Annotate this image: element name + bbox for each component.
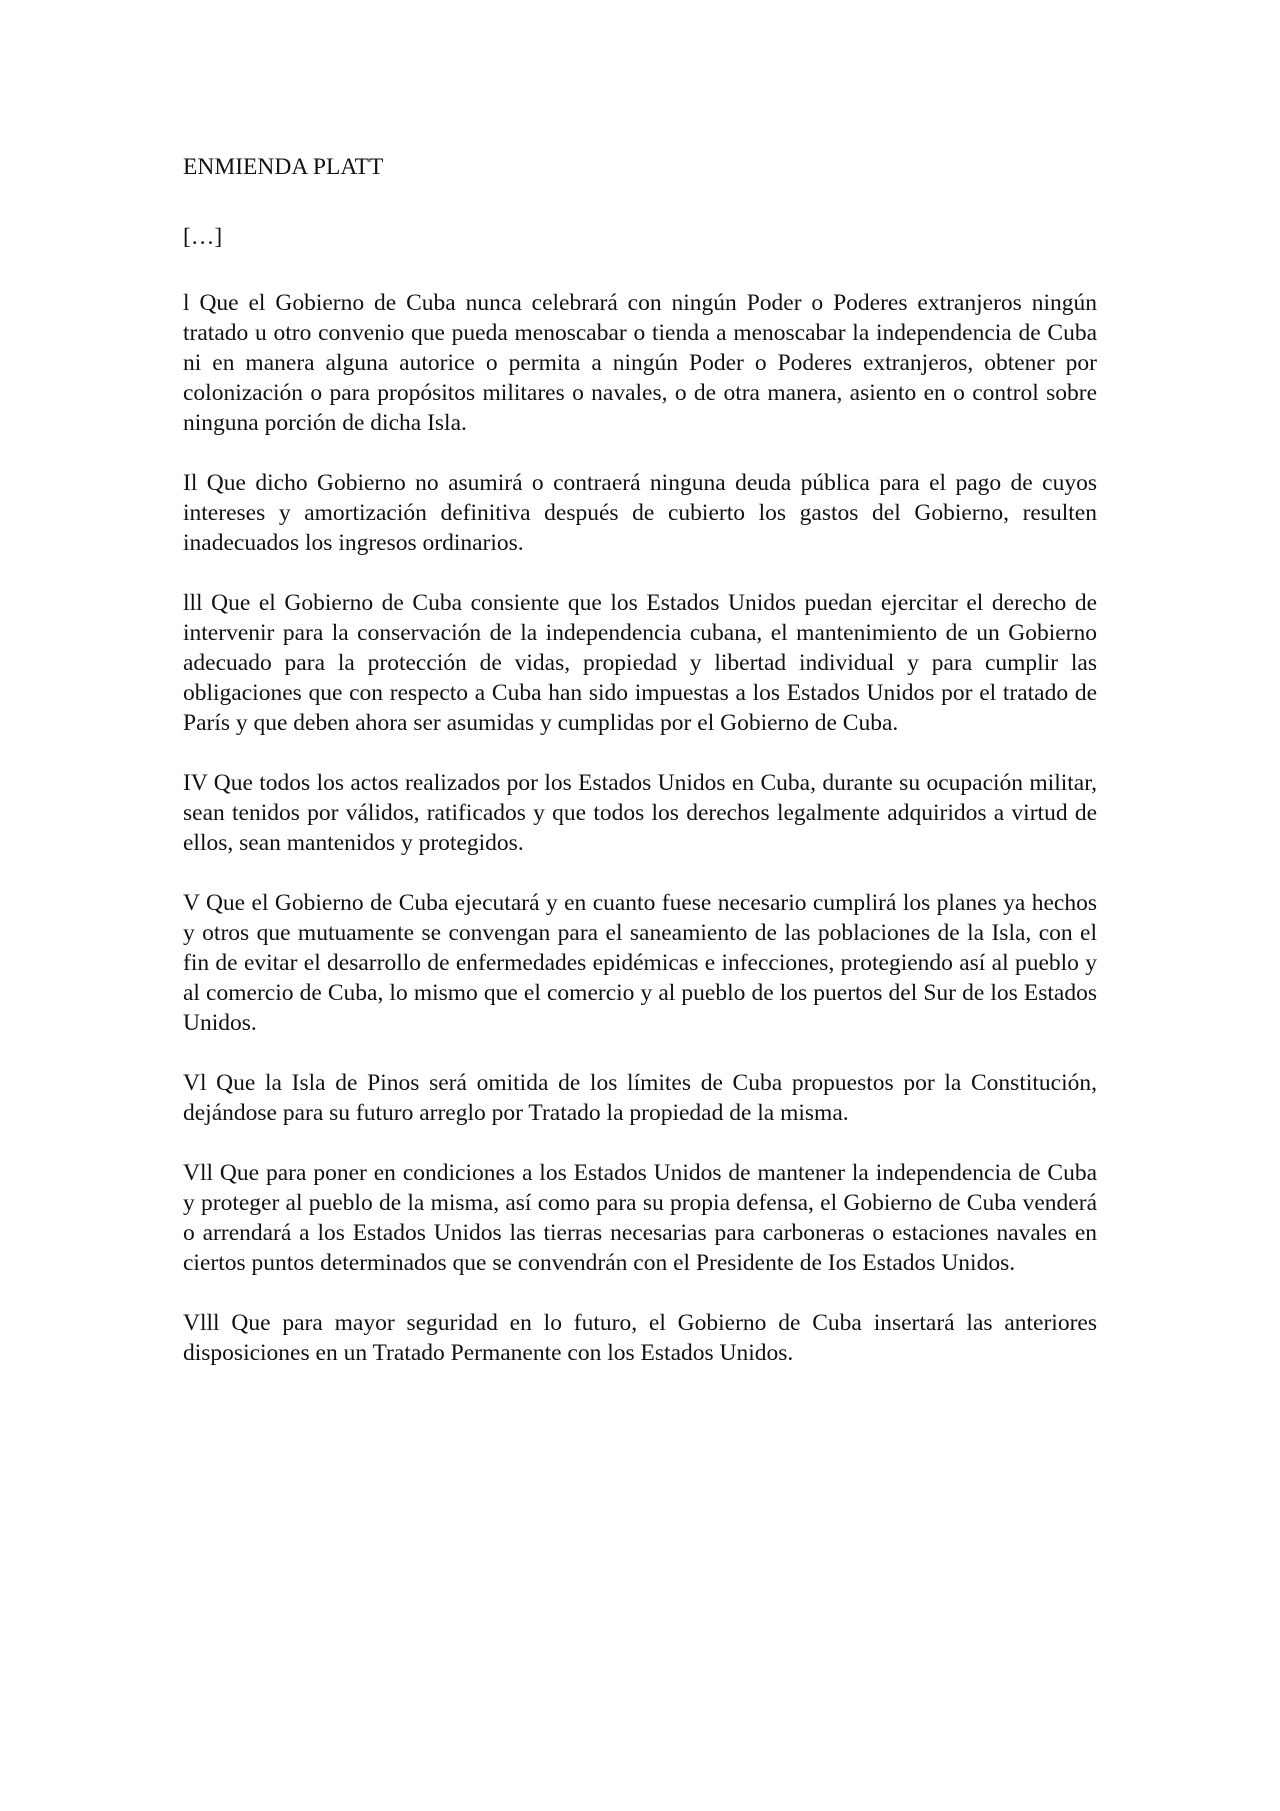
document-title: ENMIENDA PLATT bbox=[183, 154, 384, 180]
article-viii: Vlll Que para mayor seguridad en lo futuro, el Gobierno de Cuba insertará las anteriores disposiciones en un Tratado Permanente con los Estados Unidos. bbox=[183, 1310, 1097, 1366]
omission-ellipsis: […] bbox=[183, 224, 223, 250]
article-v: V Que el Gobierno de Cuba ejecutará y en cuanto fuese necesario cumplirá los planes ya hechos y otros que mutuamente se convengan para el saneamiento de las poblaciones de la Isla, con el fin de evitar el desarrollo de enfermedades epidémicas e infecciones, protegiendo así al pueblo y al comercio de Cuba, lo mismo que el comercio y al pueblo de los puertos del Sur de los Estados Unidos. bbox=[183, 890, 1097, 1036]
article-vii: Vll Que para poner en condiciones a los Estados Unidos de mantener la independencia de Cuba y proteger al pueblo de la misma, así como para su propia defensa, el Gobierno de Cuba venderá o arrendará a los Estados Unidos las tierras necesarias para carboneras o estaciones navales en ciertos puntos determinados que se convendrán con el Presidente de Ios Estados Unidos. bbox=[183, 1160, 1097, 1276]
article-vi: Vl Que la Isla de Pinos será omitida de los límites de Cuba propuestos por la Constitución, dejándose para su futuro arreglo por Tratado la propiedad de la misma. bbox=[183, 1070, 1097, 1126]
document-body bbox=[183, 152, 1097, 1398]
article-iv: IV Que todos los actos realizados por los Estados Unidos en Cuba, durante su ocupación militar, sean tenidos por válidos, ratificados y que todos los derechos legalmente adquiridos a virtud de ellos, sean mantenidos y protegidos. bbox=[183, 770, 1097, 856]
article-list bbox=[183, 288, 1097, 1368]
article-iii: lll Que el Gobierno de Cuba consiente que los Estados Unidos puedan ejercitar el derecho de intervenir para la conservación de la independencia cubana, el mantenimiento de un Gobierno adecuado para la protección de vidas, propiedad y libertad individual y para cumplir las obligaciones que con respecto a Cuba han sido impuestas a los Estados Unidos por el tratado de París y que deben ahora ser asumidas y cumplidas por el Gobierno de Cuba. bbox=[183, 590, 1097, 736]
article-i: l Que el Gobierno de Cuba nunca celebrará con ningún Poder o Poderes extranjeros ningún tratado u otro convenio que pueda menoscabar o tienda a menoscabar la independencia de Cuba ni en manera alguna autorice o permita a ningún Poder o Poderes extranjeros, obtener por colonización o para propósitos militares o navales, o de otra manera, asiento en o control sobre ninguna porción de dicha Isla. bbox=[183, 290, 1097, 436]
article-ii: Il Que dicho Gobierno no asumirá o contraerá ninguna deuda pública para el pago de cuyos intereses y amortización definitiva después de cubierto los gastos del Gobierno, resulten inadecuados los ingresos ordinarios. bbox=[183, 470, 1097, 556]
